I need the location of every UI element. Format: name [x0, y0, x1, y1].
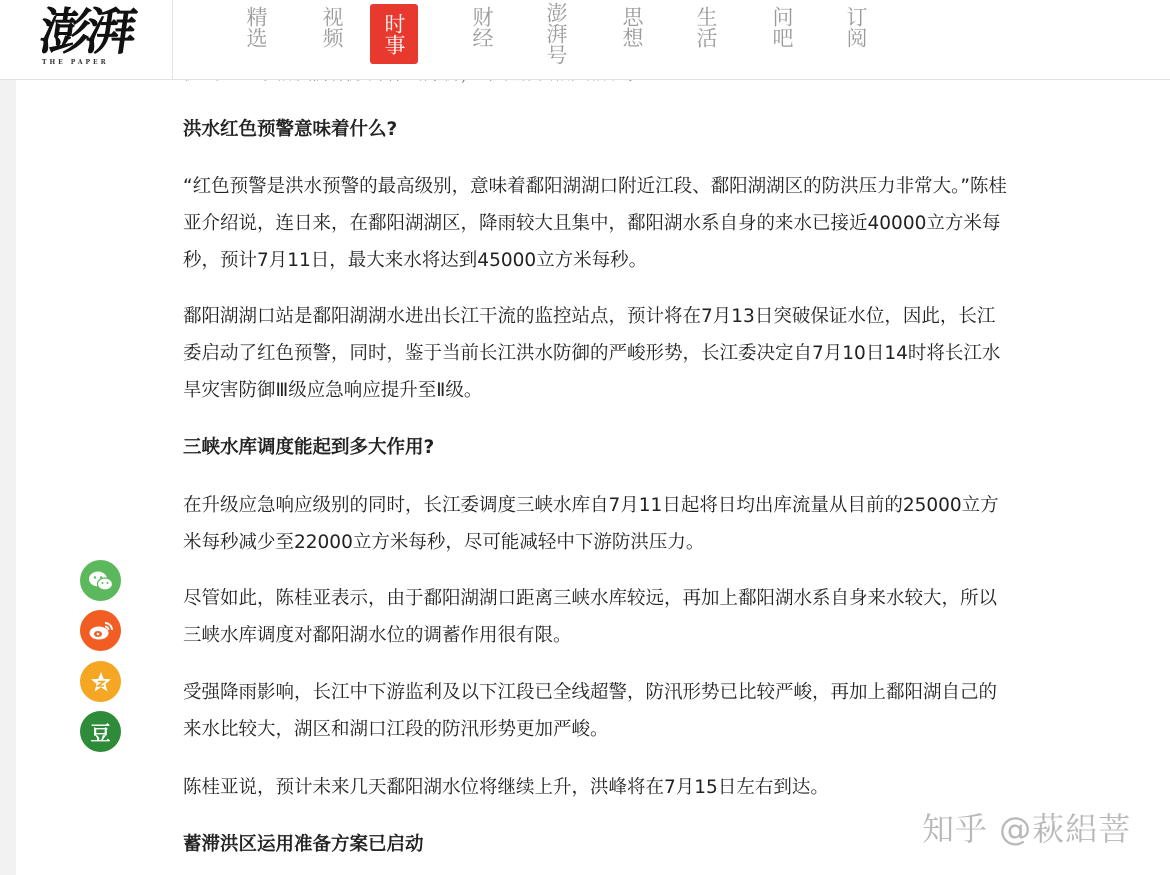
section-heading-three-gorges: 三峡水库调度能起到多大作用? [183, 437, 435, 458]
nav-item-video[interactable]: 视频 [320, 6, 344, 48]
douban-icon: 豆 [90, 721, 111, 745]
share-weibo-button[interactable] [80, 610, 121, 651]
article-paragraph: 受强降雨影响，长江中下游监利及以下江段已全线超警，防汛形势已比较严峻，再加上鄱阳湖自己的来水比较大，湖区和湖口江段的防汛形势更加严峻。 [183, 682, 998, 740]
section-heading-red-warning: 洪水红色预警意味着什么? [183, 119, 398, 140]
nav-item-life[interactable]: 生活 [694, 6, 718, 48]
nav-item-pengpai-account[interactable]: 澎湃号 [544, 2, 568, 65]
article-paragraph: 尽管如此，陈桂亚表示，由于鄱阳湖湖口距离三峡水库较远，再加上鄱阳湖水系自身来水较大，所以三峡水库调度对鄱阳湖水位的调蓄作用很有限。 [183, 588, 998, 646]
left-gutter [0, 0, 16, 875]
article-paragraph: 在升级应急响应级别的同时，长江委调度三峡水库自7月11日起将日均出库流量从目前的25000立方米每秒减少至22000立方米每秒，尽可能减轻中下游防洪压力。 [183, 495, 999, 553]
nav-item-finance[interactable]: 财经 [470, 6, 494, 48]
qzone-icon [89, 670, 113, 694]
article-paragraph: “红色预警是洪水预警的最高级别，意味着鄱阳湖湖口附近江段、鄱阳湖湖区的防洪压力非常大。”陈桂亚介绍说，连日来，在鄱阳湖湖区，降雨较大且集中，鄱阳湖水系自身的来水已接近40000立方米每秒，预计7月11日，最大来水将达到45000立方米每秒。 [183, 176, 1007, 271]
top-nav-bar [0, 0, 1170, 80]
share-qzone-button[interactable] [80, 661, 121, 702]
article-paragraph: 鄱阳湖湖口站是鄱阳湖湖水进出长江干流的监控站点，预计将在7月13日突破保证水位，因此，长江委启动了红色预警，同时，鉴于当前长江洪水防御的严峻形势，长江委决定自7月10日14时将长江水旱灾害防御Ⅲ级应急响应提升至Ⅱ级。 [183, 306, 1001, 401]
nav-item-current-affairs[interactable] [370, 4, 418, 64]
zhihu-watermark: 知乎 @萩絽菩 [922, 810, 1132, 848]
nav-item-ask[interactable]: 问吧 [770, 6, 794, 48]
logo-subtitle: THE PAPER [42, 59, 109, 66]
wechat-icon [88, 570, 114, 592]
nav-item-label: 时事 [382, 13, 406, 55]
article-paragraph: 陈桂亚说，预计未来几天鄱阳湖水位将继续上升，洪峰将在7月15日左右到达。 [183, 777, 829, 798]
nav-item-featured[interactable]: 精选 [244, 6, 268, 48]
weibo-icon [88, 620, 114, 642]
site-logo[interactable] [0, 0, 173, 79]
section-heading-flood-storage: 蓄滞洪区运用准备方案已启动 [183, 834, 424, 855]
nav-item-thought[interactable]: 思想 [620, 6, 644, 48]
nav-item-subscribe[interactable]: 订阅 [844, 6, 868, 48]
logo-wordmark: 澎湃 [35, 2, 137, 61]
share-douban-button[interactable] [80, 711, 121, 752]
share-wechat-button[interactable] [80, 560, 121, 601]
